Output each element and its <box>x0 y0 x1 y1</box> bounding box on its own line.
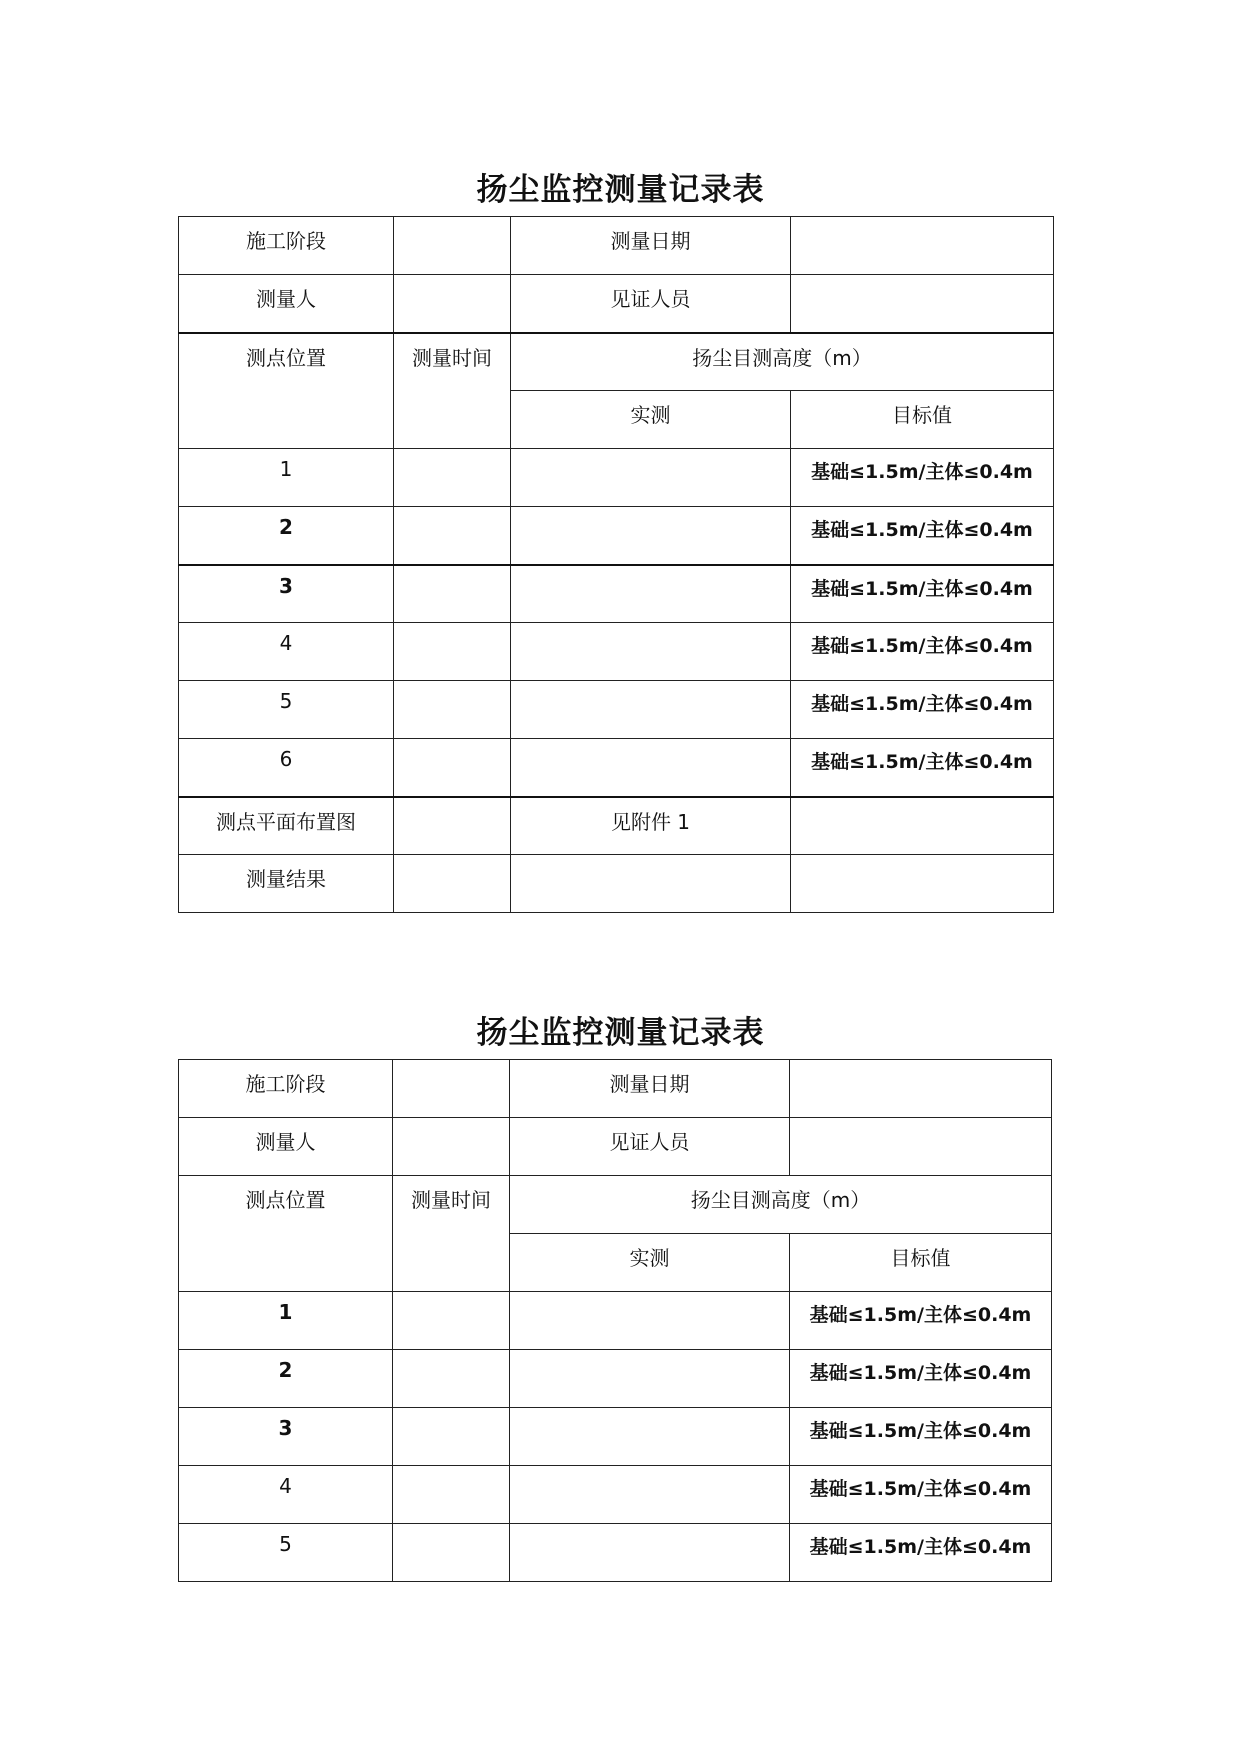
witness-value-cell[interactable] <box>791 275 1054 333</box>
target-value: 基础≤1.5m/主体≤0.4m <box>791 565 1054 623</box>
actual-cell[interactable] <box>511 507 791 565</box>
target-value: 基础≤1.5m/主体≤0.4m <box>790 1466 1052 1524</box>
height-group-header: 扬尘目测高度（m） <box>511 333 1054 391</box>
target-value: 基础≤1.5m/主体≤0.4m <box>791 449 1054 507</box>
layout-empty-cell[interactable] <box>394 797 511 855</box>
header-row-stage <box>179 217 1054 275</box>
measurer-value-cell[interactable] <box>394 275 511 333</box>
target-value: 基础≤1.5m/主体≤0.4m <box>790 1408 1052 1466</box>
record-table <box>178 1059 1052 1582</box>
target-value: 基础≤1.5m/主体≤0.4m <box>790 1292 1052 1350</box>
result-row <box>179 855 1054 913</box>
stage-value-cell[interactable] <box>394 217 511 275</box>
time-cell[interactable] <box>394 623 511 681</box>
target-value: 基础≤1.5m/主体≤0.4m <box>791 681 1054 739</box>
measurer-label: 测量人 <box>179 275 394 333</box>
table-row <box>179 1350 1052 1408</box>
table-row <box>179 1466 1052 1524</box>
time-cell[interactable] <box>394 449 511 507</box>
layout-value: 见附件 1 <box>511 797 791 855</box>
target-value: 基础≤1.5m/主体≤0.4m <box>791 507 1054 565</box>
point-number: 2 <box>179 507 394 565</box>
header-row-stage <box>179 1060 1052 1118</box>
target-header: 目标值 <box>791 391 1054 449</box>
time-cell[interactable] <box>394 739 511 797</box>
point-number: 1 <box>179 1292 393 1350</box>
table-row <box>179 739 1054 797</box>
stage-value-cell[interactable] <box>393 1060 510 1118</box>
header-row-measurer <box>179 1118 1052 1176</box>
target-value: 基础≤1.5m/主体≤0.4m <box>790 1350 1052 1408</box>
point-number: 3 <box>179 565 394 623</box>
record-table <box>178 216 1054 913</box>
layout-extra-cell[interactable] <box>791 797 1054 855</box>
date-label: 测量日期 <box>511 217 791 275</box>
actual-cell[interactable] <box>510 1524 790 1582</box>
time-cell[interactable] <box>393 1466 510 1524</box>
measure-time-header: 测量时间 <box>394 333 511 449</box>
point-number: 4 <box>179 1466 393 1524</box>
measurer-value-cell[interactable] <box>393 1118 510 1176</box>
result-cell[interactable] <box>791 855 1054 913</box>
actual-cell[interactable] <box>511 681 791 739</box>
measurer-label: 测量人 <box>179 1118 393 1176</box>
table-row <box>179 449 1054 507</box>
column-header-row <box>179 1176 1052 1234</box>
date-value-cell[interactable] <box>790 1060 1052 1118</box>
time-cell[interactable] <box>394 681 511 739</box>
witness-value-cell[interactable] <box>790 1118 1052 1176</box>
target-value: 基础≤1.5m/主体≤0.4m <box>791 739 1054 797</box>
actual-cell[interactable] <box>510 1292 790 1350</box>
point-location-header: 测点位置 <box>179 1176 393 1292</box>
actual-header: 实测 <box>511 391 791 449</box>
point-number: 1 <box>179 449 394 507</box>
form-title: 扬尘监控测量记录表 <box>476 172 765 208</box>
time-cell[interactable] <box>393 1408 510 1466</box>
form-title: 扬尘监控测量记录表 <box>476 1015 765 1051</box>
stage-label: 施工阶段 <box>179 1060 393 1118</box>
point-number: 5 <box>179 681 394 739</box>
target-value: 基础≤1.5m/主体≤0.4m <box>791 623 1054 681</box>
table-row <box>179 623 1054 681</box>
actual-cell[interactable] <box>510 1408 790 1466</box>
table-row <box>179 565 1054 623</box>
time-cell[interactable] <box>394 507 511 565</box>
actual-cell[interactable] <box>511 623 791 681</box>
result-cell[interactable] <box>394 855 511 913</box>
date-label: 测量日期 <box>510 1060 790 1118</box>
point-number: 4 <box>179 623 394 681</box>
actual-cell[interactable] <box>510 1466 790 1524</box>
stage-label: 施工阶段 <box>179 217 394 275</box>
target-value: 基础≤1.5m/主体≤0.4m <box>790 1524 1052 1582</box>
witness-label: 见证人员 <box>510 1118 790 1176</box>
point-number: 3 <box>179 1408 393 1466</box>
column-header-row <box>179 333 1054 391</box>
point-number: 5 <box>179 1524 393 1582</box>
result-label: 测量结果 <box>179 855 394 913</box>
actual-cell[interactable] <box>511 565 791 623</box>
layout-row <box>179 797 1054 855</box>
table-row <box>179 1524 1052 1582</box>
table-row <box>179 1292 1052 1350</box>
point-number: 6 <box>179 739 394 797</box>
point-number: 2 <box>179 1350 393 1408</box>
header-row-measurer <box>179 275 1054 333</box>
time-cell[interactable] <box>393 1350 510 1408</box>
table-row <box>179 507 1054 565</box>
time-cell[interactable] <box>393 1292 510 1350</box>
actual-cell[interactable] <box>511 739 791 797</box>
result-cell[interactable] <box>511 855 791 913</box>
actual-cell[interactable] <box>510 1350 790 1408</box>
height-group-header: 扬尘目测高度（m） <box>510 1176 1052 1234</box>
layout-label: 测点平面布置图 <box>179 797 394 855</box>
time-cell[interactable] <box>394 565 511 623</box>
table-row <box>179 1408 1052 1466</box>
time-cell[interactable] <box>393 1524 510 1582</box>
table-row <box>179 681 1054 739</box>
witness-label: 见证人员 <box>511 275 791 333</box>
actual-cell[interactable] <box>511 449 791 507</box>
target-header: 目标值 <box>790 1234 1052 1292</box>
measure-time-header: 测量时间 <box>393 1176 510 1292</box>
date-value-cell[interactable] <box>791 217 1054 275</box>
actual-header: 实测 <box>510 1234 790 1292</box>
point-location-header: 测点位置 <box>179 333 394 449</box>
